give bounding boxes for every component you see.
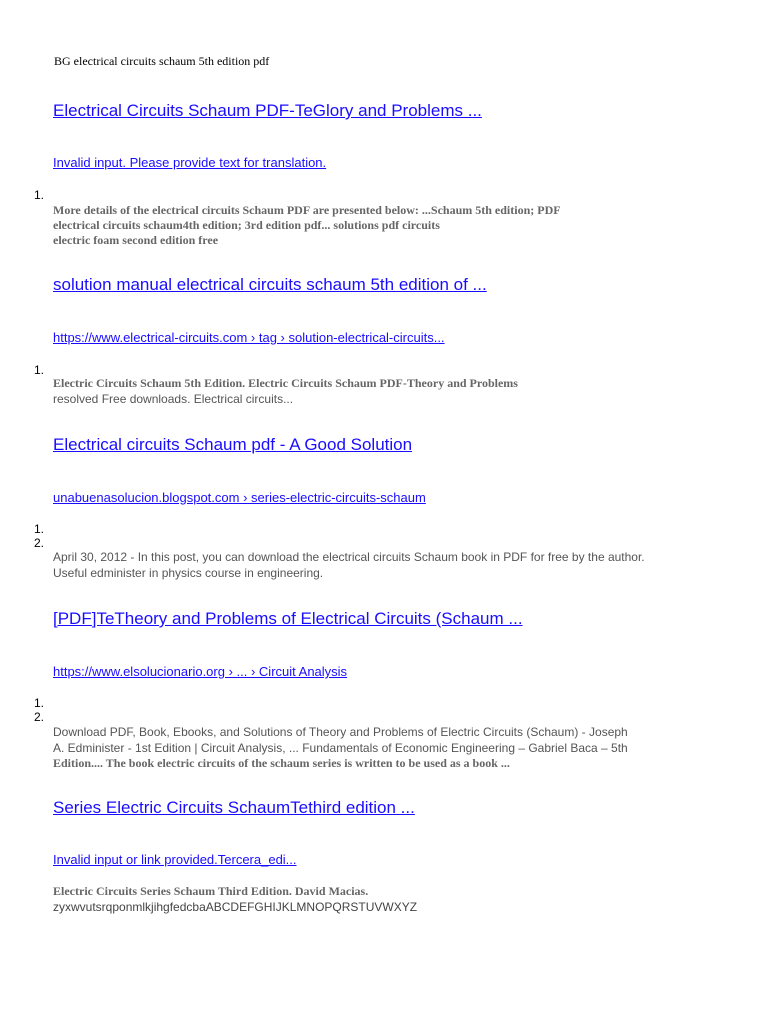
result-snippet-1 <box>53 203 561 248</box>
snippet-line: Edition.... The book electric circuits of the schaum series is written to be used as a book ... <box>53 756 510 770</box>
snippet-line: Download PDF, Book, Ebooks, and Solutions of Theory and Problems of Electric Circuits (Schaum) - Joseph <box>53 725 628 739</box>
list-number: 1. <box>34 363 45 377</box>
snippet-line: More details of the electrical circuits Schaum PDF are presented below: ...Schaum 5th edition; PDF <box>53 203 561 217</box>
list-number: 1. <box>34 522 45 536</box>
result-url-2[interactable]: https://www.electrical-circuits.com › tag › solution-electrical-circuits... <box>53 330 445 345</box>
list-number: 1. <box>34 696 45 710</box>
result-heading-5[interactable]: Series Electric Circuits SchaumTethird edition ... <box>53 798 415 817</box>
result-heading-2[interactable]: solution manual electrical circuits schaum 5th edition of ... <box>53 275 487 294</box>
result-url-4[interactable]: https://www.elsolucionario.org › ... › Circuit Analysis <box>53 664 348 679</box>
result-snippet-2 <box>53 376 518 407</box>
result-heading-1[interactable]: Electrical Circuits Schaum PDF-TeGlory and Problems ... <box>53 101 482 120</box>
result-snippet-4 <box>53 724 628 771</box>
page-title: BG electrical circuits schaum 5th edition pdf <box>54 54 270 68</box>
snippet-line: Electric Circuits Series Schaum Third Edition. David Macias. <box>53 884 369 898</box>
list-number: 2. <box>34 710 45 724</box>
snippet-line: Electric Circuits Schaum 5th Edition. Electric Circuits Schaum PDF-Theory and Problems <box>53 376 518 390</box>
snippet-line: A. Edminister - 1st Edition | Circuit Analysis, ... Fundamentals of Economic Engineering – Gabriel Baca – 5th <box>53 741 628 755</box>
snippet-line: April 30, 2012 - In this post, you can download the electrical circuits Schaum book in PDF for free by the author. <box>53 550 645 564</box>
result-url-1[interactable]: Invalid input. Please provide text for translation. <box>53 155 327 170</box>
list-number: 1. <box>34 188 45 202</box>
result-heading-4[interactable]: [PDF]TeTheory and Problems of Electrical Circuits (Schaum ... <box>53 609 523 628</box>
snippet-line: electrical circuits schaum4th edition; 3rd edition pdf... solutions pdf circuits <box>53 218 440 232</box>
list-number: 2. <box>34 536 45 550</box>
snippet-line: zyxwvutsrqponmlkjihgfedcbaABCDEFGHIJKLMNOPQRSTUVWXYZ <box>53 900 418 914</box>
result-url-3[interactable]: unabuenasolucion.blogspot.com › series-electric-circuits-schaum <box>53 490 426 505</box>
result-heading-3[interactable]: Electrical circuits Schaum pdf - A Good Solution <box>53 435 413 454</box>
result-url-5[interactable]: Invalid input or link provided.Tercera_edi... <box>53 852 297 867</box>
snippet-line: electric foam second edition free <box>53 233 219 247</box>
result-snippet-5 <box>53 884 417 915</box>
result-snippet-3 <box>53 549 645 581</box>
snippet-line: resolved Free downloads. Electrical circuits... <box>53 392 294 406</box>
snippet-line: Useful edminister in physics course in engineering. <box>53 566 324 580</box>
